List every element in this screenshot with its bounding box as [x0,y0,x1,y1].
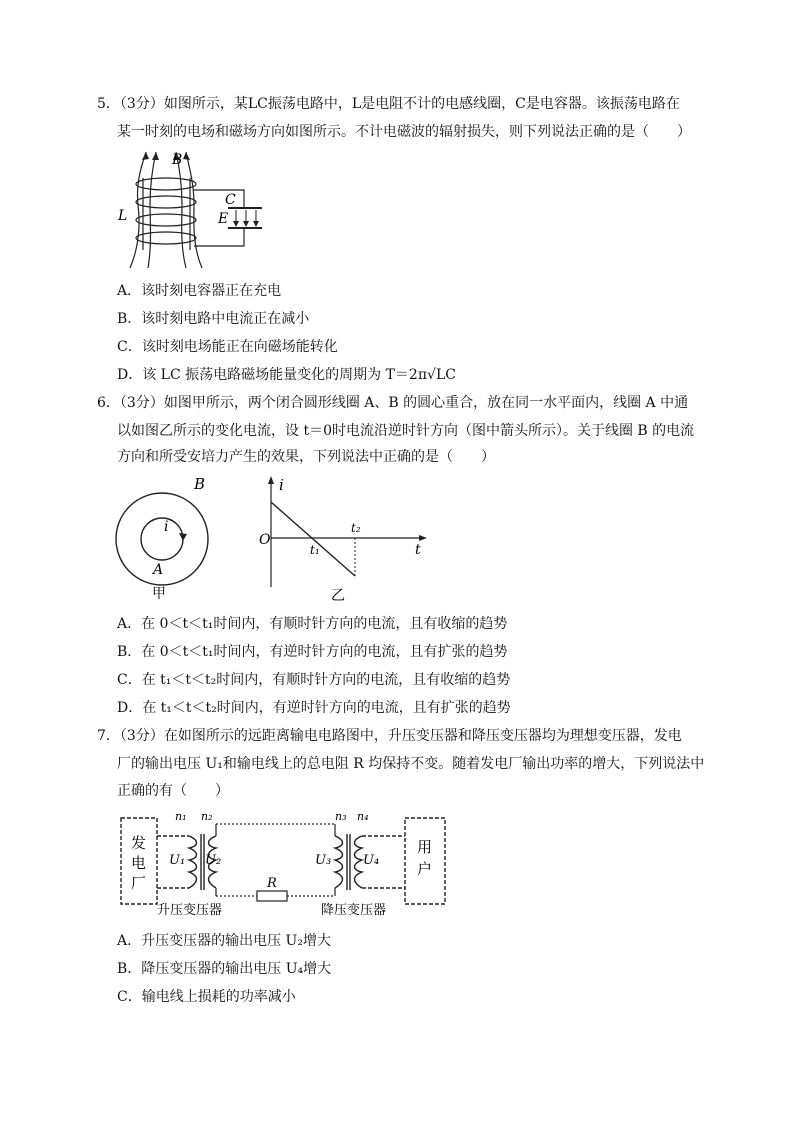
q7-plant-char-1: 发 [131,834,147,852]
q6-option-d[interactable]: D．在 t₁＜t＜t₂时间内，有逆时针方向的电流，且有扩张的趋势 [117,700,511,716]
q6-stem-line3: 方向和所受安培力产生的效果，下列说法中正确的是（ ） [117,449,495,465]
q6-label-A: A [153,562,164,578]
q7-label-U4: U₄ [363,853,380,868]
q7-stem-line2: 厂的输出电压 U₁和输电线上的总电阻 R 均保持不变。随着发电厂输出功率的增大，下列说法中 [117,756,705,772]
q7-power-transmission-figure [117,808,452,920]
q6-graph-t2: t₂ [351,521,361,535]
q6-caption-yi: 乙 [331,588,345,604]
q7-label-step-down: 降压变压器 [321,903,387,918]
q5-label-B: B [172,152,183,168]
q7-user-char-2: 户 [417,860,433,878]
q7-label-R: R [267,876,277,891]
q5-lc-circuit-figure [110,150,280,270]
q6-graph-axis-i: i [279,476,284,494]
q5-option-b[interactable]: B．该时刻电路中电流正在减小 [117,311,310,327]
q6-option-c[interactable]: C．在 t₁＜t＜t₂时间内，有顺时针方向的电流，且有收缩的趋势 [117,672,511,688]
q7-label-n4: n₄ [357,810,369,823]
q7-option-b[interactable]: B．降压变压器的输出电压 U₄增大 [117,961,332,977]
q7-label-step-up: 升压变压器 [157,903,223,918]
q6-stem-line1: 6．（3分）如图甲所示，两个闭合圆形线圈 A、B 的圆心重合，放在同一水平面内，线圈 A 中通 [97,395,689,411]
q6-label-i: i [164,519,169,535]
q5-option-d[interactable]: D．该 LC 振荡电路磁场能量变化的周期为 T＝2π√LC [117,367,456,383]
q6-option-a[interactable]: A．在 0＜t＜t₁时间内，有顺时针方向的电流，且有收缩的趋势 [117,616,508,632]
q5-stem-line1: 5．（3分）如图所示，某LC振荡电路中，L是电阻不计的电感线圈，C是电容器。该振荡电路在 [97,96,680,112]
q7-label-n3: n₃ [335,810,347,823]
q7-plant-char-3: 厂 [131,874,147,892]
q7-stem-line1: 7．（3分）在如图所示的远距离输电电路图中，升压变压器和降压变压器均为理想变压器，发电 [97,728,682,744]
q7-plant-char-2: 电 [131,854,147,872]
q6-stem-line2: 以如图乙所示的变化电流，设 t＝0时电流沿逆时针方向（图中箭头所示）。关于线圈 B 的电流 [117,423,695,439]
q7-label-U3: U₃ [315,853,332,868]
q6-concentric-coils-figure [112,476,222,601]
q6-caption-jia: 甲 [152,586,166,601]
q5-stem-line2: 某一时刻的电场和磁场方向如图所示。不计电磁波的辐射损失，则下列说法正确的是（ ） [117,124,691,140]
q5-label-E: E [218,211,229,227]
q5-option-c[interactable]: C．该时刻电场能正在向磁场能转化 [117,339,338,355]
q7-label-n2: n₂ [201,810,213,823]
q7-label-U2: U₂ [205,853,222,868]
q6-graph-t1: t₁ [310,543,320,557]
q5-option-a[interactable]: A．该时刻电容器正在充电 [117,283,282,299]
q6-graph-origin: O [259,532,271,548]
q6-label-B: B [194,476,206,493]
q6-graph-axis-t: t [415,542,421,558]
q7-option-a[interactable]: A．升压变压器的输出电压 U₂增大 [117,933,331,949]
q5-label-C: C [225,192,236,208]
q6-option-b[interactable]: B．在 0＜t＜t₁时间内，有逆时针方向的电流，且有扩张的趋势 [117,644,508,660]
q7-label-U1: U₁ [169,853,186,868]
q7-option-c[interactable]: C．输电线上损耗的功率减小 [117,989,296,1005]
q6-current-graph [255,472,435,607]
q7-label-n1: n₁ [175,810,187,823]
q5-label-L: L [118,208,128,224]
q7-stem-line3: 正确的有（ ） [117,783,229,799]
q7-user-char-1: 用 [417,838,433,856]
